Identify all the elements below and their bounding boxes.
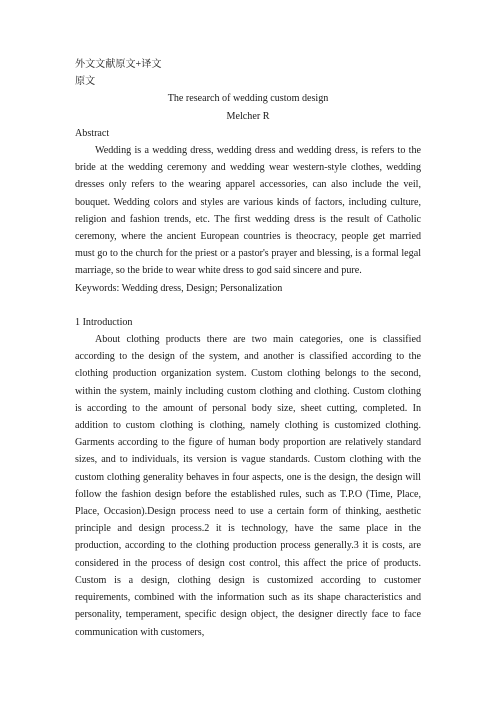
abstract-paragraph: Wedding is a wedding dress, wedding dress and wedding dress, is refers to the bride at the wedding ceremony and wedding wear western-style clothes, wedding dresses only refers to the wearing apparel accessories, can also include the veil, bouquet. Wedding colors and styles are various kinds of factors, including culture, religion and fashion trends, etc. The first wedding dress is the result of Catholic ceremony, where the ancient European countries is theocracy, people get married must go to the church for the priest or a pastor's prayer and blessing, is a formal legal marriage, so the bride to wear white dress to god said sincere and pure.: [75, 145, 421, 277]
document-body: [75, 56, 421, 641]
introduction-paragraph: About clothing products there are two main categories, one is classified according to the design of the system, and another is classified according to the clothing production organization system. Custom clothing belongs to the second, within the system, mainly including custom clothing and clothing. Custom clothing is according to the amount of personal body size, sheet cutting, completed. In addition to custom clothing is clothing, namely clothing is customized clothing. Garments according to the figure of human body proportion are relatively standard sizes, and to individuals, its version is vague standards. Custom clothing with the custom clothing generality behaves in four aspects, one is the design, the design will follow the fashion design before the established rules, such as T.P.O (Time, Place, Place, Occasion).Design process need to use a certain form of thinking, aesthetic principle and design process.2 it is technology, have the same place in the production, according to the clothing production process generally.3 it is costs, are considered in the process of design cost control, this affect the price of products. Custom is a design, clothing design is customized according to customer requirements, combined with the information such as its shape characteristics and personality, temperament, specific design object, the designer directly face to face communication with customers,: [75, 334, 421, 638]
keywords-line: Keywords: Wedding dress, Design; Personalization: [75, 282, 283, 294]
section-label-original: 原文: [75, 76, 96, 88]
paper-title: The research of wedding custom design: [167, 93, 329, 105]
document-header-label: 外文文献原文+译文: [75, 59, 162, 70]
section-heading-introduction: 1 Introduction: [75, 316, 133, 328]
paper-author: Melcher R: [226, 110, 270, 122]
blank-line: [75, 297, 421, 314]
abstract-heading: Abstract: [75, 127, 110, 139]
